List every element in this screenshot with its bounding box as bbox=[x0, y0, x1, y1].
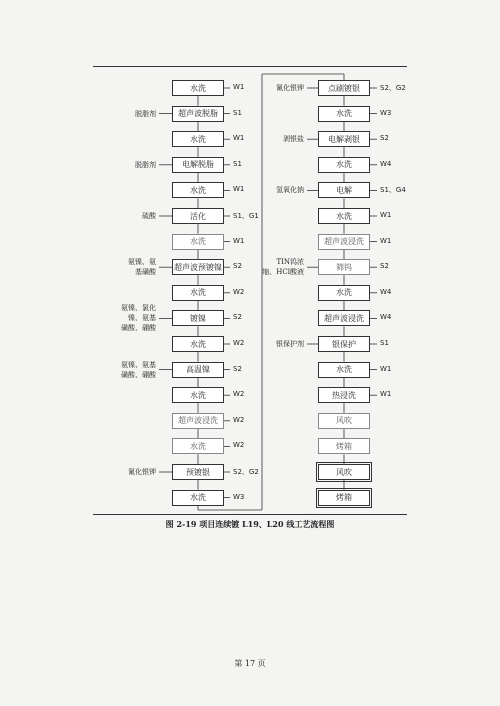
right-step-box: 电解剥银 bbox=[318, 131, 370, 147]
right-input-label: 银保护剂 bbox=[276, 340, 304, 348]
right-step-box: 点刷镀银 bbox=[318, 80, 370, 96]
left-step-box: 电解脱脂 bbox=[172, 157, 224, 173]
right-step-box: 水洗 bbox=[318, 208, 370, 224]
right-output-label: W4 bbox=[380, 159, 392, 168]
right-input-label: 氢氧化钠 bbox=[276, 186, 304, 195]
left-input-label: 氰化银钾 bbox=[128, 468, 156, 476]
right-step-box: 水洗 bbox=[318, 362, 370, 378]
left-step-box: 超声波预镀镍 bbox=[172, 259, 224, 275]
left-output-label: W2 bbox=[233, 415, 245, 424]
left-step-box: 预镀银 bbox=[172, 464, 224, 480]
left-output-label: W2 bbox=[233, 390, 245, 399]
right-output-label: S2、G2 bbox=[380, 84, 406, 92]
right-input-label: 剥银盐 bbox=[283, 135, 304, 144]
left-step-box: 水洗 bbox=[172, 387, 224, 403]
left-output-label: W1 bbox=[233, 83, 245, 91]
right-step-box: 水洗 bbox=[318, 285, 370, 301]
right-step-box: 筛钨 bbox=[318, 259, 370, 275]
left-step-box: 活化 bbox=[172, 208, 224, 224]
left-output-label: S1 bbox=[233, 108, 242, 117]
left-output-label: S1 bbox=[233, 159, 242, 168]
left-output-label: W1 bbox=[233, 236, 245, 245]
left-step-box: 高温镍 bbox=[172, 362, 224, 378]
left-output-label: W3 bbox=[233, 492, 245, 501]
right-output-label: S1、G4 bbox=[380, 186, 406, 195]
left-output-label: W2 bbox=[233, 441, 245, 450]
left-step-box: 水洗 bbox=[172, 336, 224, 352]
left-step-box: 水洗 bbox=[172, 285, 224, 301]
right-output-label: W1 bbox=[380, 211, 392, 219]
figure-caption: 图 2-19 项目连续镀 L19、L20 线工艺流程图 bbox=[165, 519, 335, 529]
right-output-label: W1 bbox=[380, 364, 392, 373]
left-input-label: 氨镍、氨基 磺酸、硼酸 bbox=[121, 360, 156, 379]
right-output-label: W4 bbox=[380, 313, 392, 322]
left-input-label: 硫酸 bbox=[142, 212, 156, 220]
left-step-box: 水洗 bbox=[172, 80, 224, 96]
right-step-box: 水洗 bbox=[318, 157, 370, 173]
left-input-label: 氨镍、氯化 镍、氨基 磺酸、硼酸 bbox=[121, 304, 156, 333]
left-output-label: S1、G1 bbox=[233, 212, 259, 220]
left-output-label: S2 bbox=[233, 364, 242, 373]
left-input-label: 脱脂剂 bbox=[135, 109, 156, 118]
right-step-box: 风吹 bbox=[318, 464, 370, 480]
right-step-box: 超声波浸洗 bbox=[318, 234, 370, 250]
left-output-label: S2、G2 bbox=[233, 468, 259, 476]
page-number: 第 17 页 bbox=[234, 659, 266, 668]
right-output-label: W1 bbox=[380, 236, 392, 245]
right-step-box: 风吹 bbox=[318, 413, 370, 429]
left-step-box: 超声波浸洗 bbox=[172, 413, 224, 429]
right-output-label: W1 bbox=[380, 390, 392, 399]
right-output-label: S2 bbox=[380, 134, 389, 143]
right-step-box: 电解 bbox=[318, 182, 370, 198]
left-output-label: W1 bbox=[233, 134, 245, 143]
right-step-box: 烤箱 bbox=[318, 490, 370, 506]
right-step-box: 烤箱 bbox=[318, 438, 370, 454]
right-step-box: 热浸洗 bbox=[318, 387, 370, 403]
left-step-box: 镀镍 bbox=[172, 310, 224, 326]
right-output-label: W3 bbox=[380, 108, 392, 117]
right-step-box: 银保护 bbox=[318, 336, 370, 352]
left-output-label: S2 bbox=[233, 262, 242, 271]
right-input-label: 氰化银钾 bbox=[276, 84, 304, 92]
left-output-label: W1 bbox=[233, 185, 245, 194]
left-output-label: W2 bbox=[233, 287, 245, 296]
left-input-label: 脱脂剂 bbox=[135, 160, 156, 169]
left-output-label: S2 bbox=[233, 313, 242, 322]
right-output-label: S2 bbox=[380, 262, 389, 271]
left-output-label: W2 bbox=[233, 339, 245, 347]
right-step-box: 水洗 bbox=[318, 106, 370, 122]
left-input-label: 氨镍、氨 基磺酸 bbox=[128, 258, 156, 277]
right-input-label: TIN钨浓 缩、HCl酸液 bbox=[262, 258, 304, 277]
left-step-box: 水洗 bbox=[172, 182, 224, 198]
left-step-box: 水洗 bbox=[172, 234, 224, 250]
right-output-label: S1 bbox=[380, 339, 389, 347]
right-step-box: 超声波浸洗 bbox=[318, 310, 370, 326]
right-output-label: W4 bbox=[380, 287, 392, 296]
left-step-box: 水洗 bbox=[172, 131, 224, 147]
left-step-box: 水洗 bbox=[172, 438, 224, 454]
left-step-box: 水洗 bbox=[172, 490, 224, 506]
left-step-box: 超声波脱脂 bbox=[172, 106, 224, 122]
